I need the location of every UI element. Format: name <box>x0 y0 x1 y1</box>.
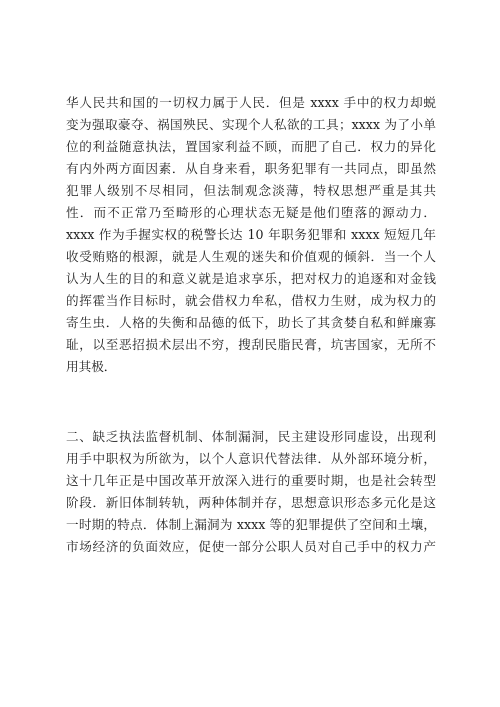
text-line: 有内外两方面因素．从自身来看，职务犯罪有一共同点，即虽然 <box>66 161 436 176</box>
text-line: 耻，以至恶招损术层出不穷，搜刮民脂民膏，坑害国家，无所不 <box>66 337 436 352</box>
text-line-last: 用其极． <box>66 359 117 374</box>
paragraph-1 <box>66 92 436 378</box>
text-line: 认为人生的目的和意义就是追求享乐，把对权力的追逐和对金钱 <box>66 271 436 286</box>
text-line: 市场经济的负面效应，促使一部分公职人员对自己手中的权力产 <box>66 539 436 554</box>
text-line: 位的利益随意执法，置国家利益不顾，而肥了自己．权力的异化 <box>66 139 436 154</box>
text-line: 这十几年正是中国改革开放深入进行的重要时期，也是社会转型 <box>66 473 436 488</box>
text-line: 用手中职权为所欲为，以个人意识代替法律．从外部环境分析， <box>66 451 436 466</box>
text-line: 阶段．新旧体制转轨，两种体制并存，思想意识形态多元化是这 <box>66 495 436 510</box>
paragraph-2 <box>66 426 436 558</box>
text-line: 的挥霍当作目标时，就会借权力牟私，借权力生财，成为权力的 <box>66 293 436 308</box>
document-body <box>66 92 436 558</box>
text-line: 性．而不正常乃至畸形的心理状态无疑是他们堕落的源动力． <box>66 205 436 220</box>
text-line: 犯罪人级别不尽相同，但法制观念淡薄，特权思想严重是其共 <box>66 183 436 198</box>
text-line: 华人民共和国的一切权力属于人民．但是 xxxx 手中的权力却蜕 <box>66 95 436 110</box>
text-line: 一时期的特点．体制上漏洞为 xxxx 等的犯罪提供了空间和土壤， <box>66 517 436 532</box>
text-line: 寄生虫．人格的失衡和品德的低下，助长了其贪婪自私和鲜廉寡 <box>66 315 436 330</box>
text-line: xxxx 作为手握实权的税警长达 10 年职务犯罪和 xxxx 短短几年 <box>66 227 436 242</box>
paragraph-gap <box>66 378 436 426</box>
text-line: 收受贿赂的根源，就是人生观的迷失和价值观的倾斜．当一个人 <box>66 249 436 264</box>
text-line: 变为强取豪夺、祸国殃民、实现个人私欲的工具；xxxx 为了小单 <box>66 117 436 132</box>
text-line: 二、缺乏执法监督机制、体制漏洞，民主建设形同虚设，出现利 <box>66 429 436 444</box>
